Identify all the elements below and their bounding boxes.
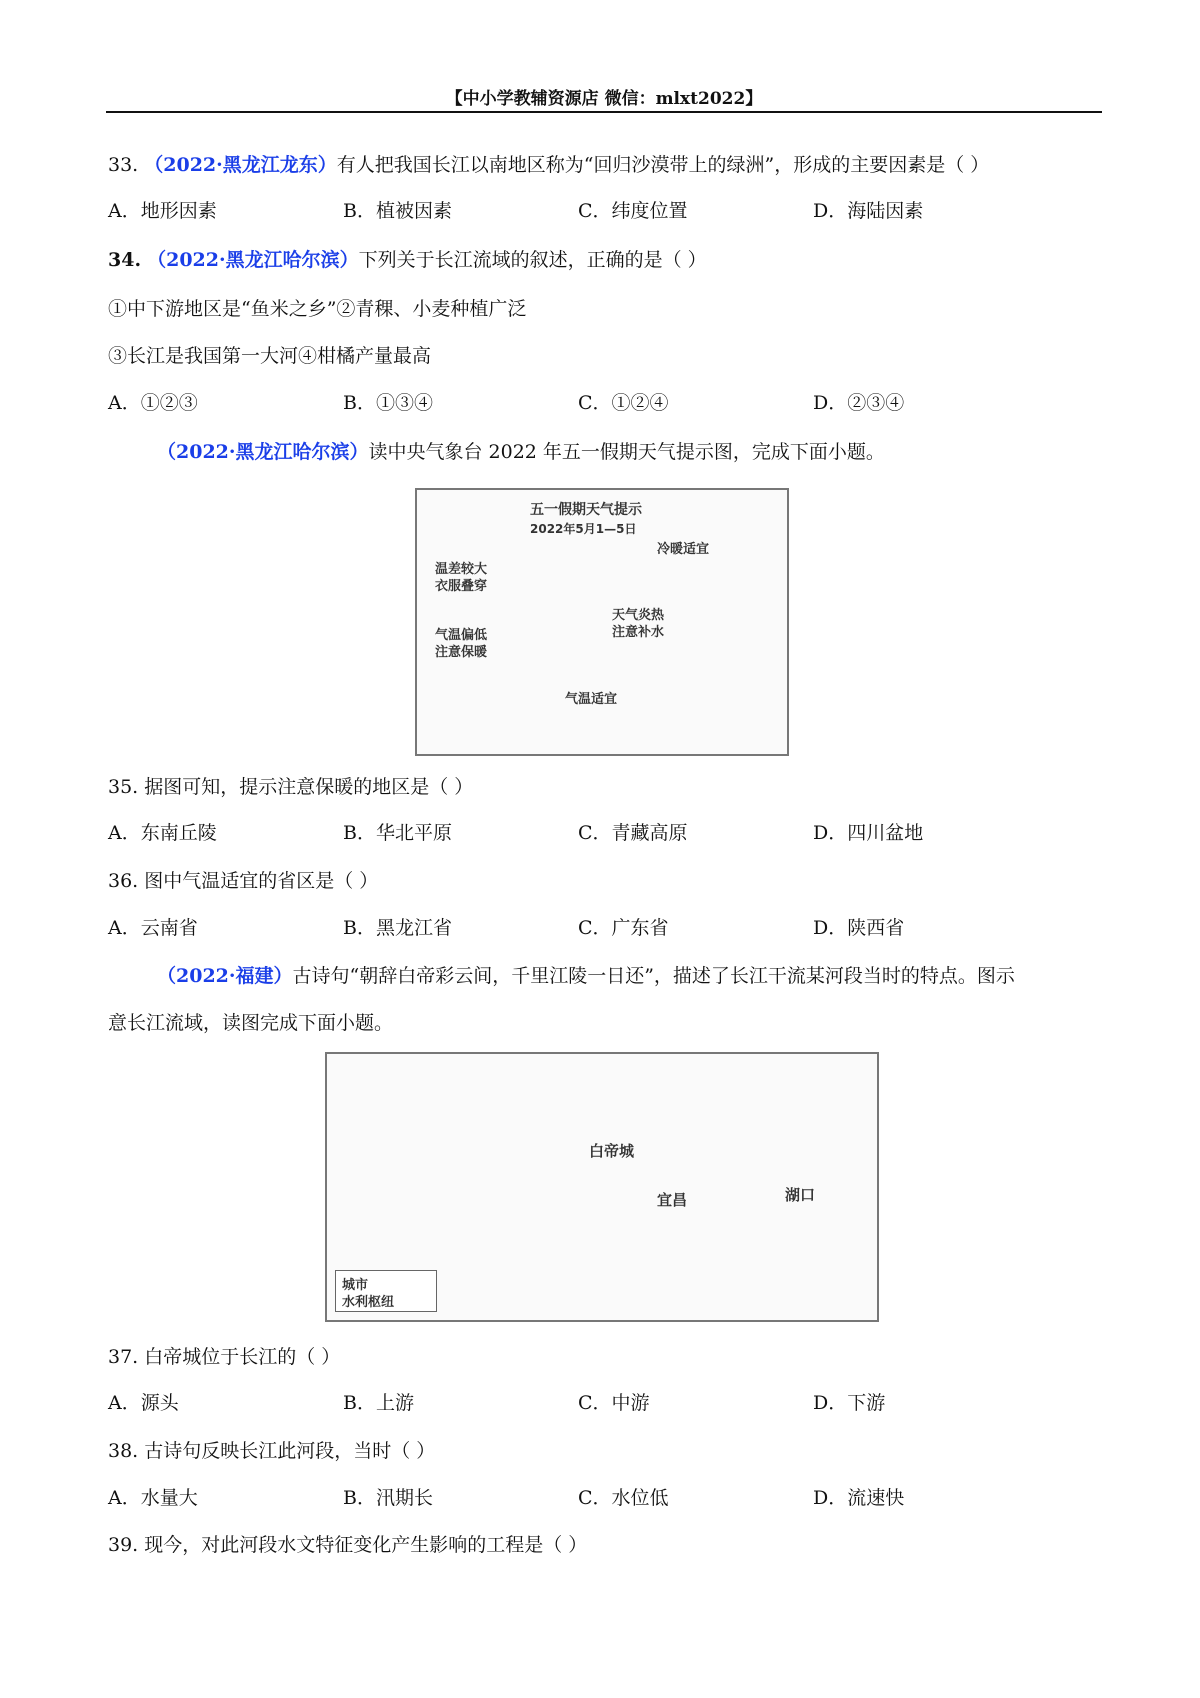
option-c: C．纬度位置 [578, 200, 688, 222]
question-36: 36. 图中气温适宜的省区是（ ） [108, 870, 379, 892]
question-34 [108, 249, 707, 272]
map-label: 冷暖适宜 [657, 542, 710, 557]
option-a: A．①②③ [108, 392, 198, 414]
option-b: B．汛期长 [343, 1487, 433, 1509]
question-38: 38. 古诗句反映长江此河段，当时（ ） [108, 1440, 436, 1462]
question-number: 33. [108, 154, 139, 176]
option-c: C．水位低 [578, 1487, 669, 1509]
map-label: 气温偏低 [435, 628, 488, 643]
option-c: C．广东省 [578, 917, 669, 939]
passage-intro-1 [157, 441, 885, 464]
map-label: 注意保暖 [435, 645, 488, 660]
map-date: 2022年5月1—5日 [530, 522, 637, 536]
map-title: 五一假期天气提示 [530, 502, 642, 518]
question-39: 39. 现今，对此河段水文特征变化产生影响的工程是（ ） [108, 1534, 588, 1556]
question-source: （2022·黑龙江龙东） [144, 154, 337, 176]
map-label: 气温适宜 [565, 692, 618, 707]
question-text: 下列关于长江流域的叙述，正确的是（ ） [358, 249, 707, 271]
legend-hydro-project: 水利枢纽 [342, 1295, 395, 1310]
option-a: A．地形因素 [108, 200, 217, 222]
passage-text: 古诗句“朝辞白帝彩云间，千里江陵一日还”，描述了长江干流某河段当时的特点。图示 [292, 965, 1015, 987]
option-c: C．中游 [578, 1392, 650, 1414]
option-d: D．下游 [813, 1392, 886, 1414]
passage-text-continued: 意长江流域，读图完成下面小题。 [108, 1012, 394, 1034]
legend-city: 城市 [342, 1278, 369, 1293]
question-text: 有人把我国长江以南地区称为“回归沙漠带上的绿洲”，形成的主要因素是（ ） [336, 154, 990, 176]
question-35: 35. 据图可知，提示注意保暖的地区是（ ） [108, 776, 474, 798]
city-label: 湖口 [785, 1186, 816, 1204]
map-label: 温差较大 [435, 562, 488, 577]
city-label: 白帝城 [589, 1142, 635, 1160]
option-b: B．①③④ [343, 392, 433, 414]
header-rule [106, 111, 1102, 113]
passage-text: 读中央气象台 2022 年五一假期天气提示图，完成下面小题。 [368, 441, 885, 463]
question-33 [108, 154, 989, 177]
option-a: A．东南丘陵 [108, 822, 217, 844]
option-a: A．水量大 [108, 1487, 198, 1509]
option-d: D．陕西省 [813, 917, 905, 939]
statement-line-1: ①中下游地区是“鱼米之乡”②青稞、小麦种植广泛 [108, 298, 527, 320]
map-label: 天气炎热 [612, 608, 665, 623]
option-c: C．青藏高原 [578, 822, 688, 844]
question-37: 37. 白帝城位于长江的（ ） [108, 1346, 341, 1368]
yangtze-basin-figure [325, 1052, 879, 1322]
option-b: B．植被因素 [343, 200, 452, 222]
option-c: C．①②④ [578, 392, 669, 414]
passage-intro-2 [157, 965, 1015, 988]
map-label: 衣服叠穿 [435, 579, 488, 594]
city-label: 宜昌 [657, 1191, 688, 1209]
map-label: 注意补水 [612, 625, 665, 640]
option-a: A．源头 [108, 1392, 179, 1414]
passage-source: （2022·福建） [157, 965, 293, 987]
option-d: D．海陆因素 [813, 200, 924, 222]
option-b: B．华北平原 [343, 822, 452, 844]
option-d: D．②③④ [813, 392, 905, 414]
map-legend [335, 1270, 437, 1312]
question-number: 34. [108, 249, 142, 271]
option-a: A．云南省 [108, 917, 198, 939]
option-b: B．黑龙江省 [343, 917, 452, 939]
question-source: （2022·黑龙江哈尔滨） [147, 249, 359, 271]
statement-line-2: ③长江是我国第一大河④柑橘产量最高 [108, 345, 432, 367]
option-d: D．四川盆地 [813, 822, 924, 844]
passage-source: （2022·黑龙江哈尔滨） [157, 441, 369, 463]
option-b: B．上游 [343, 1392, 414, 1414]
option-d: D．流速快 [813, 1487, 905, 1509]
weather-map-figure [415, 488, 789, 756]
page-header: 【中小学教辅资源店 微信：mlxt2022】 [445, 89, 763, 109]
